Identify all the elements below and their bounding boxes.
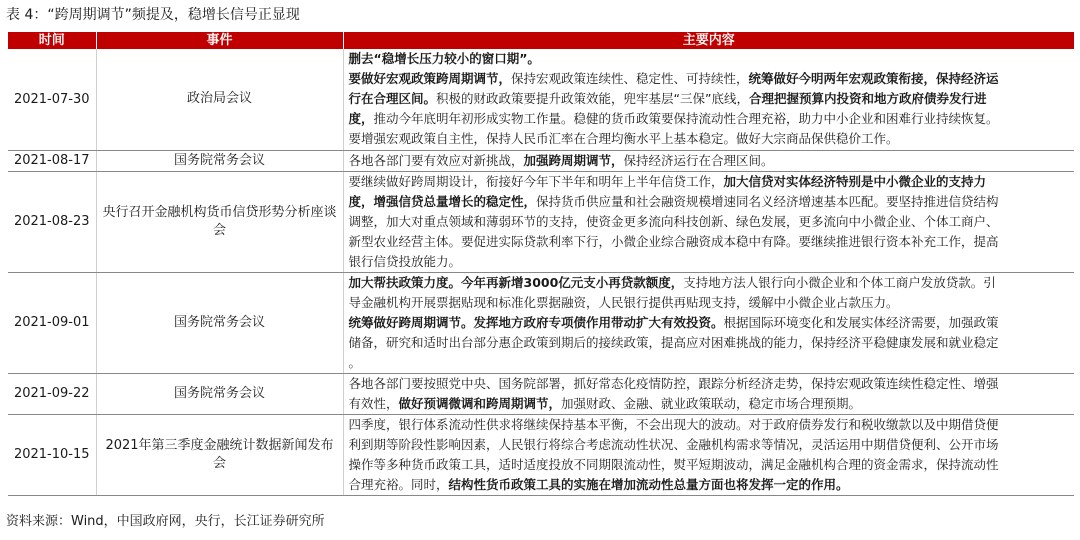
content-segment-bold: 删去“稳增长压力较小的窗口期”。 — [348, 51, 540, 67]
content-line — [349, 455, 1070, 475]
row-date: 2021-08-23 — [8, 171, 96, 272]
content-segment-bold: 合理把握预算内投资和地方政府债券发行进 — [748, 91, 987, 107]
row-event: 国务院常务会议 — [96, 272, 343, 373]
content-segment: 有效性， — [348, 395, 399, 411]
content-segment-bold: 统筹做好跨周期调节。发挥地方政府专项债作用带动扩大有效投资。 — [348, 314, 724, 330]
content-segment-bold: 度， — [348, 111, 374, 127]
content-line — [349, 415, 1070, 435]
content-line — [349, 89, 1070, 109]
content-line — [349, 252, 1070, 272]
content-segment-bold: 行在合理区间。 — [348, 91, 437, 107]
content-segment: 保持货币供应量和社会融资规模增速同名义经济增速基本匹配。要坚持推进信贷结构 — [536, 193, 999, 209]
content-line — [349, 172, 1070, 192]
header-date: 时间 — [8, 32, 96, 49]
row-date: 2021-07-30 — [8, 49, 96, 150]
header-content: 主要内容 — [343, 32, 1074, 49]
content-line — [349, 273, 1070, 293]
row-content — [343, 414, 1074, 495]
row-date: 2021-10-15 — [8, 414, 96, 495]
content-segment: 导金融机构开展票据贴现和标准化票据融资，人民银行提供再贴现支持，缓解中小微企业占款压力。 — [348, 294, 899, 310]
content-line — [349, 212, 1070, 232]
content-segment: 操作等多种货币政策工具，适时适度投放不同期限流动性，熨平短期波动，满足金融机构合理的资金需求，保持流动性 — [348, 456, 999, 472]
content-segment-bold: 度，增强信贷总量增长的稳定性， — [348, 193, 537, 209]
content-line — [349, 293, 1070, 313]
content-line — [349, 49, 1070, 69]
source-note: 资料来源：Wind，中国政府网，央行，长江证券研究所 — [6, 514, 325, 529]
content-segment: 新型农业经营主体。要促进实际贷款利率下行，小微企业综合融资成本稳中有降。要继续推进银行资本补充工作，提高 — [348, 233, 999, 249]
row-content — [343, 171, 1074, 272]
content-segment: 四季度，银行体系流动性供求将继续保持基本平衡，不会出现大的波动。对于政府债券发行和税收缴款以及中期借贷便 — [348, 416, 999, 432]
content-line — [349, 475, 1070, 495]
row-content — [343, 272, 1074, 373]
content-segment-bold: 统筹做好今明两年宏观政策衔接，保持经济运 — [748, 71, 999, 87]
row-event: 央行召开金融机构货币信贷形势分析座谈会 — [96, 171, 343, 272]
content-line — [349, 374, 1070, 394]
row-event: 国务院常务会议 — [96, 150, 343, 171]
content-line — [349, 232, 1070, 252]
table-row — [8, 150, 1074, 171]
content-segment-bold: 做好预调微调和跨周期调节， — [398, 395, 562, 411]
row-event: 2021年第三季度金融统计数据新闻发布会 — [96, 414, 343, 495]
content-line — [349, 394, 1070, 414]
content-segment: 保持宏观政策连续性、稳定性、可持续性， — [511, 71, 749, 87]
row-date: 2021-09-01 — [8, 272, 96, 373]
content-segment-bold: 结构性货币政策工具的实施在增加流动性总量方面也将发挥一定的作用。 — [448, 476, 849, 492]
content-segment: 各地各部门要按照党中央、国务院部署，抓好常态化疫情防控，跟踪分析经济走势，保持宏观政策连续性稳定性、增强 — [348, 375, 999, 391]
content-line — [349, 151, 1070, 171]
content-line — [349, 353, 1070, 373]
table-header-row — [8, 32, 1074, 49]
row-content — [343, 373, 1074, 414]
table-row — [8, 49, 1074, 150]
content-segment: 。 — [348, 354, 362, 370]
row-event: 政治局会议 — [96, 49, 343, 150]
content-segment: 利到期等阶段性影响因素，人民银行将综合考虑流动性状况、金融机构需求等情况，灵活运用中期借贷便利、公开市场 — [348, 436, 999, 452]
content-line — [349, 109, 1070, 129]
row-content — [343, 150, 1074, 171]
content-segment: 支持地方法人银行向小微企业和个体工商户发放贷款。引 — [683, 274, 996, 290]
content-segment: 根据国际环境变化和发展实体经济需要，加强政策 — [723, 314, 999, 330]
content-segment: 各地各部门要有效应对新挑战， — [348, 152, 524, 168]
table-row — [8, 414, 1074, 495]
policy-table — [8, 32, 1074, 496]
content-segment-bold: 加强跨周期调节， — [523, 152, 624, 168]
content-segment-bold: 加大帮扶政策力度。今年再新增3000亿元支小再贷款额度， — [348, 274, 684, 290]
content-segment: 保持经济运行在合理区间。 — [623, 152, 774, 168]
content-segment-bold: 加大信贷对实体经济特别是中小微企业的支持力 — [723, 173, 987, 189]
content-segment: 要增强宏观政策自主性，保持人民币汇率在合理均衡水平上基本稳定。做好大宗商品保供稳价工作。 — [348, 131, 899, 147]
row-date: 2021-09-22 — [8, 373, 96, 414]
content-segment: 要继续做好跨周期设计，衔接好今年下半年和明年上半年信贷工作， — [348, 173, 724, 189]
header-event: 事件 — [96, 32, 343, 49]
content-line — [349, 69, 1070, 89]
table-row — [8, 272, 1074, 373]
table-row — [8, 171, 1074, 272]
content-line — [349, 435, 1070, 455]
row-content — [343, 49, 1074, 150]
row-date: 2021-08-17 — [8, 150, 96, 171]
content-segment: 合理充裕。同时， — [348, 476, 449, 492]
row-event: 国务院常务会议 — [96, 373, 343, 414]
content-line — [349, 333, 1070, 353]
content-line — [349, 192, 1070, 212]
content-segment: 调整，加大对重点领域和薄弱环节的支持，使资金更多流向科技创新、绿色发展，更多流向中小微企业、个体工商户、 — [348, 213, 999, 229]
content-segment: 积极的财政政策要提升政策效能，兜牢基层“三保”底线， — [436, 91, 749, 107]
content-segment: 加强财政、金融、就业政策联动，稳定市场合理预期。 — [561, 395, 862, 411]
content-segment: 推动今年底明年初形成实物工作量。稳健的货币政策要保持流动性合理充裕，助力中小企业和困难行业持续恢复。 — [373, 111, 999, 127]
content-line — [349, 313, 1070, 333]
content-segment-bold: 要做好宏观政策跨周期调节， — [348, 71, 512, 87]
content-segment: 银行信贷投放能力。 — [348, 253, 462, 269]
content-line — [349, 129, 1070, 149]
table-row — [8, 373, 1074, 414]
content-segment: 储备，研究和适时出台部分惠企政策到期后的接续政策，提高应对困难挑战的能力，保持经济平稳健康发展和就业稳定 — [348, 334, 999, 350]
table-title: 表 4：“跨周期调节”频提及，稳增长信号正显现 — [6, 7, 300, 23]
